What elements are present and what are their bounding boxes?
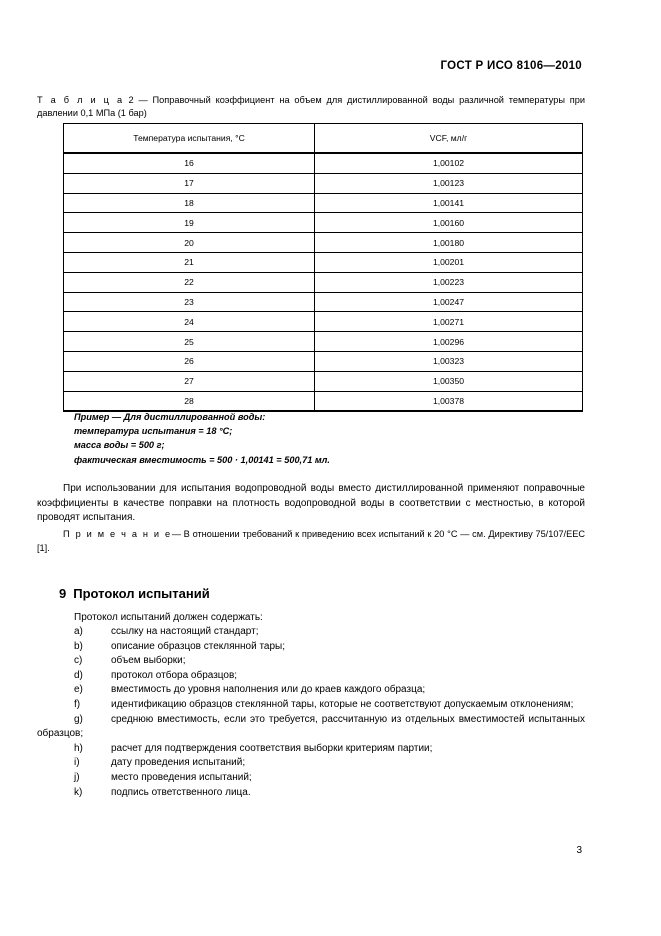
note-label: П р и м е ч а н и е: [63, 529, 172, 539]
example-line-mass: масса воды = 500 г;: [74, 440, 165, 451]
report-contents-list: [37, 625, 585, 800]
cell-vcf: 1,00141: [315, 193, 583, 213]
example-line-temperature: температура испытания = 18 °С;: [74, 426, 233, 437]
cell-vcf: 1,00123: [315, 173, 583, 193]
list-item-marker: d): [74, 669, 83, 681]
table-caption-number: 2: [128, 95, 134, 105]
list-item: [37, 683, 585, 698]
cell-vcf: 1,00271: [315, 312, 583, 332]
table-row: [64, 213, 583, 233]
section-number: 9: [59, 586, 67, 601]
cell-vcf: 1,00223: [315, 272, 583, 292]
table-row: [64, 312, 583, 332]
list-item-text: среднюю вместимость, если это требуется, рассчитанную из отдельных вместимостей испытанных образцов;: [37, 713, 585, 740]
example-block: [74, 410, 534, 467]
list-item-marker: a): [74, 626, 83, 637]
cell-temperature: 25: [64, 332, 315, 352]
list-item-text: идентификацию образцов стеклянной тары, которые не соответствуют допускаемым отклонениям;: [111, 698, 574, 710]
list-item-text: вместимость до уровня наполнения или до краев каждого образца;: [111, 684, 426, 696]
cell-vcf: 1,00180: [315, 233, 583, 253]
cell-vcf: 1,00247: [315, 292, 583, 312]
cell-temperature: 18: [64, 193, 315, 213]
example-line-capacity: фактическая вместимость = 500 · 1,00141 = 500,71 мл.: [74, 454, 330, 465]
cell-temperature: 21: [64, 252, 315, 272]
list-item-text: протокол отбора образцов;: [111, 669, 238, 681]
cell-temperature: 16: [64, 153, 315, 173]
cell-temperature: 28: [64, 391, 315, 411]
list-item-marker: b): [74, 640, 83, 652]
paragraph-tap-water-text: При использовании для испытания водопроводной воды вместо дистиллированной применяют поправочные коэффициенты в качестве поправки на плотность водопроводной воды в соответствии с местностью, в которой проводят испытания.: [37, 483, 585, 524]
table-row: [64, 391, 583, 411]
list-item-marker: j): [74, 771, 80, 783]
section-title: Протокол испытаний: [73, 586, 210, 601]
list-item-text: подпись ответственного лица.: [111, 786, 251, 798]
list-item-marker: g): [74, 713, 83, 725]
example-line-title: Пример — Для дистиллированной воды:: [74, 412, 266, 422]
table-row: [64, 233, 583, 253]
cell-vcf: 1,00350: [315, 371, 583, 391]
list-item-marker: c): [74, 655, 83, 667]
section-heading: [59, 586, 210, 601]
list-intro: Протокол испытаний должен содержать:: [74, 612, 263, 623]
table-row: [64, 272, 583, 292]
list-item: [37, 742, 585, 757]
cell-temperature: 20: [64, 233, 315, 253]
vcf-correction-table: [63, 123, 583, 412]
table-header: [64, 124, 583, 154]
list-item: [37, 771, 585, 786]
running-header: ГОСТ Р ИСО 8106—2010: [440, 60, 582, 72]
list-item-text: расчет для подтверждения соответствия выборки критериям партии;: [111, 742, 433, 754]
table-caption-text: — Поправочный коэффициент на объем для дистиллированной воды различной температуры при давлении 0,1 МПа (1 бар): [37, 95, 585, 119]
list-item-marker: k): [74, 786, 83, 798]
list-item: [37, 756, 585, 771]
cell-temperature: 17: [64, 173, 315, 193]
list-item: [37, 625, 585, 640]
page-number: 3: [576, 845, 582, 856]
cell-temperature: 27: [64, 371, 315, 391]
list-item: [37, 640, 585, 655]
list-item-text: объем выборки;: [111, 655, 186, 667]
cell-vcf: 1,00323: [315, 351, 583, 371]
list-item-marker: e): [74, 684, 83, 696]
table-caption: [37, 94, 585, 120]
paragraph-tap-water: [37, 482, 585, 526]
column-header-temperature: Температура испытания, °С: [64, 124, 315, 154]
list-item-text: дату проведения испытаний;: [111, 757, 246, 769]
cell-vcf: 1,00102: [315, 153, 583, 173]
table-row: [64, 371, 583, 391]
table-row: [64, 252, 583, 272]
list-item-text: место проведения испытаний;: [111, 771, 252, 783]
cell-temperature: 19: [64, 213, 315, 233]
table-row: [64, 173, 583, 193]
cell-temperature: 24: [64, 312, 315, 332]
note-text: — В отношении требований к приведению всех испытаний к 20 °С — см. Директиву 75/107/ЕЕС [1].: [37, 529, 586, 553]
table-row: [64, 193, 583, 213]
list-item-marker: h): [74, 742, 83, 754]
table-caption-label: Т а б л и ц а: [37, 95, 124, 105]
column-header-vcf: VCF, мл/г: [315, 124, 583, 154]
cell-vcf: 1,00160: [315, 213, 583, 233]
table-row: [64, 351, 583, 371]
list-item: [37, 698, 585, 713]
table-body: [64, 153, 583, 411]
list-item-marker: i): [74, 757, 80, 769]
list-item: [37, 786, 585, 801]
list-item-text: ссылку на настоящий стандарт;: [111, 626, 259, 637]
list-item-text: описание образцов стеклянной тары;: [111, 640, 286, 652]
cell-vcf: 1,00378: [315, 391, 583, 411]
cell-vcf: 1,00201: [315, 252, 583, 272]
list-item: [37, 669, 585, 684]
table-header-row: [64, 124, 583, 154]
list-item-marker: f): [74, 698, 81, 710]
table-row: [64, 153, 583, 173]
list-item: [37, 654, 585, 669]
note-block: [37, 528, 585, 555]
list-item: [37, 713, 585, 742]
table-row: [64, 332, 583, 352]
cell-temperature: 23: [64, 292, 315, 312]
cell-temperature: 26: [64, 351, 315, 371]
table-row: [64, 292, 583, 312]
cell-temperature: 22: [64, 272, 315, 292]
cell-vcf: 1,00296: [315, 332, 583, 352]
